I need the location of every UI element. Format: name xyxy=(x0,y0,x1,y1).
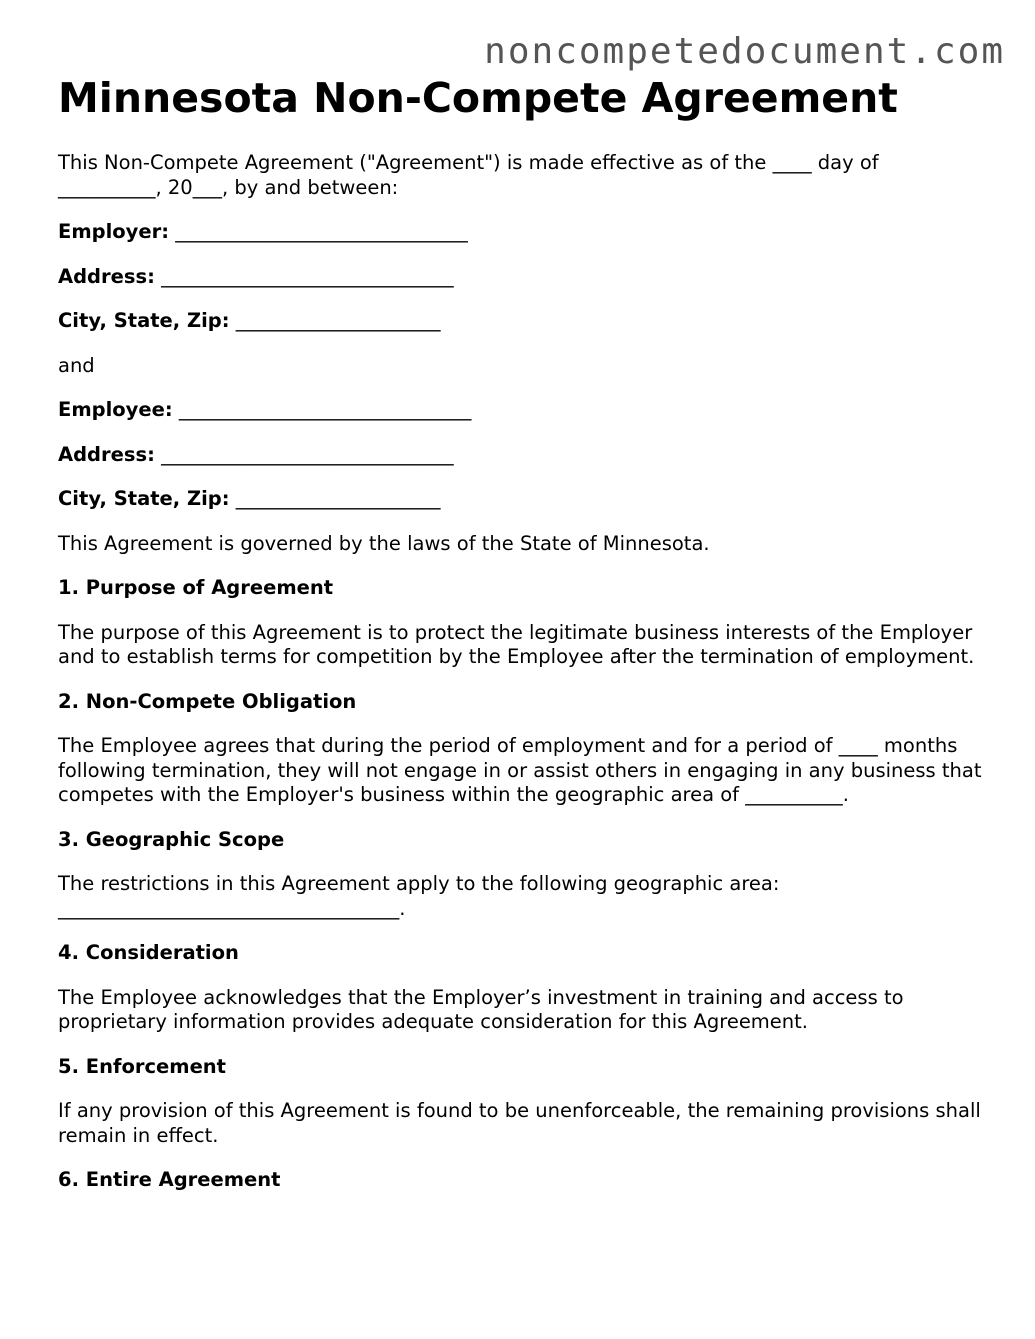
employee-address-line xyxy=(58,443,988,468)
employer-label: Employer: xyxy=(58,220,170,244)
section-heading-entire-agreement: 6. Entire Agreement xyxy=(58,1168,281,1192)
employee-blank: ______________________________ xyxy=(178,398,472,422)
employer-city-label: City, State, Zip: xyxy=(58,309,230,333)
section-body-purpose: The purpose of this Agreement is to protect the legitimate business interests of the Employer and to establish terms for competition by the Employee after the termination of employment. xyxy=(58,620,975,669)
section-body-enforcement: If any provision of this Agreement is found to be unenforceable, the remaining provisions shall remain in effect. xyxy=(58,1099,981,1147)
section-heading-geographic-scope: 3. Geographic Scope xyxy=(58,827,285,851)
section-heading-purpose: 1. Purpose of Agreement xyxy=(58,576,334,600)
employee-address-blank: ______________________________ xyxy=(161,442,454,466)
employee-line xyxy=(58,398,988,423)
section-body-non-compete: The Employee agrees that during the period of employment and for a period of ____ months following termination, they will not engage in or assist others in engaging in any business that competes with the Employer's business within the geographic area of __________. xyxy=(58,734,982,807)
employee-city-label: City, State, Zip: xyxy=(58,487,230,511)
section-body-consideration: The Employee acknowledges that the Employer’s investment in training and access to proprietary information provides adequate consideration for this Agreement. xyxy=(58,985,904,1034)
employer-address-line xyxy=(58,265,988,290)
employer-address-label: Address: xyxy=(58,264,155,288)
employee-label: Employee: xyxy=(58,398,173,422)
governing-law-paragraph: This Agreement is governed by the laws of the State of Minnesota. xyxy=(58,531,710,555)
employer-blank: ______________________________ xyxy=(175,220,468,244)
section-heading-non-compete: 2. Non-Compete Obligation xyxy=(58,689,357,713)
employer-line xyxy=(58,220,988,245)
document-page xyxy=(58,74,988,1213)
employer-city-line xyxy=(58,309,988,334)
and-text: and xyxy=(58,353,95,377)
employee-city-blank: _____________________ xyxy=(235,487,441,511)
section-heading-enforcement: 5. Enforcement xyxy=(58,1054,226,1078)
watermark: noncompetedocument.com xyxy=(484,31,1005,72)
employee-city-line xyxy=(58,487,988,512)
page-title: Minnesota Non-Compete Agreement xyxy=(58,74,898,122)
employer-address-blank: ______________________________ xyxy=(161,264,454,288)
section-body-geographic-scope: The restrictions in this Agreement apply to the following geographic area: ___________________________________. xyxy=(58,872,780,920)
employer-city-blank: _____________________ xyxy=(235,309,441,333)
intro-paragraph: This Non-Compete Agreement ("Agreement") is made effective as of the ____ day of __________, 20___, by and between: xyxy=(58,151,879,199)
employee-address-label: Address: xyxy=(58,442,155,466)
section-heading-consideration: 4. Consideration xyxy=(58,941,239,965)
